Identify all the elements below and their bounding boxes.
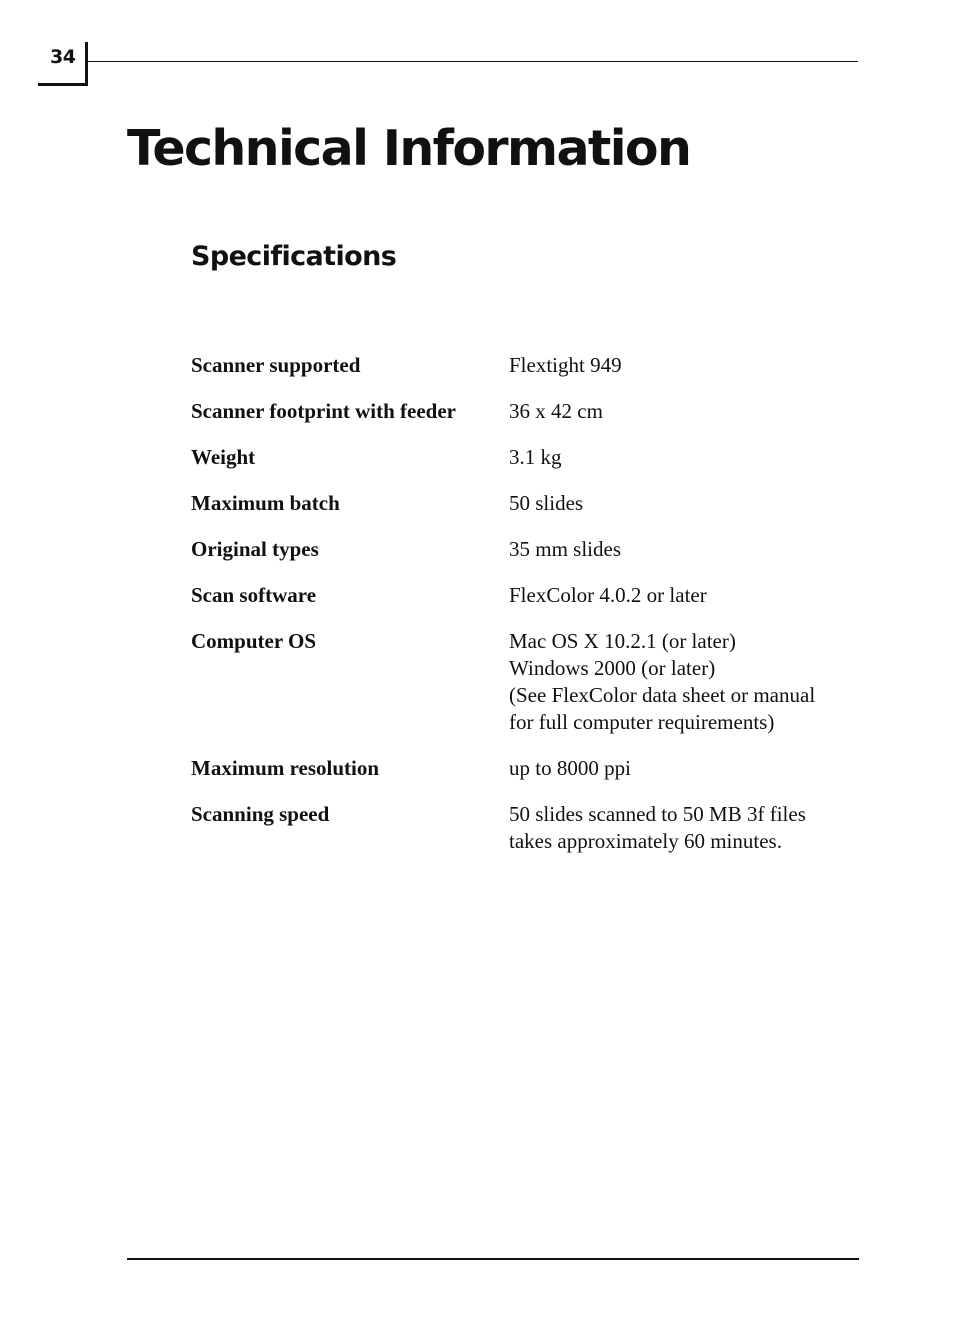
spec-row-scan-software: [191, 582, 851, 609]
spec-label: Maximum resolution: [191, 756, 380, 780]
spec-value-line: Mac OS X 10.2.1 (or later): [509, 629, 736, 653]
spec-value: [509, 628, 851, 736]
spec-label: Scanning speed: [191, 802, 330, 826]
spec-label: Scanner supported: [191, 353, 361, 377]
spec-value-line: 3.1 kg: [509, 445, 562, 469]
spec-row-scanning-speed: [191, 801, 851, 855]
spec-label: Weight: [191, 445, 256, 469]
spec-label: Scan software: [191, 583, 317, 607]
spec-value: [509, 801, 851, 855]
spec-value: [509, 398, 851, 425]
spec-value: [509, 490, 851, 517]
spec-value: [509, 536, 851, 563]
spec-row-weight: [191, 444, 851, 471]
spec-value-line: 35 mm slides: [509, 537, 622, 561]
spec-value: [509, 582, 851, 609]
spec-value-line: Windows 2000 (or later): [509, 656, 716, 680]
spec-value-line: takes approximately 60 minutes.: [509, 829, 782, 853]
spec-row-scanner-footprint: [191, 398, 851, 425]
spec-value-line: up to 8000 ppi: [509, 756, 631, 780]
page-title: Technical Information: [127, 120, 691, 177]
spec-label: Computer OS: [191, 629, 317, 653]
spec-value-line: 36 x 42 cm: [509, 399, 603, 423]
spec-row-computer-os: [191, 628, 851, 736]
spec-value: [509, 352, 851, 379]
spec-row-scanner-supported: [191, 352, 851, 379]
spec-label: Scanner footprint with feeder: [191, 399, 456, 423]
spec-row-maximum-batch: [191, 490, 851, 517]
spec-value-line: (See FlexColor data sheet or manual: [509, 683, 816, 707]
specifications-table: [191, 352, 851, 874]
spec-value-line: 50 slides scanned to 50 MB 3f files: [509, 802, 806, 826]
spec-value-line: for full computer requirements): [509, 710, 775, 734]
header-rule: [88, 61, 858, 62]
spec-label: Maximum batch: [191, 491, 340, 515]
spec-value-line: 50 slides: [509, 491, 584, 515]
page-number: 34: [50, 46, 76, 68]
spec-value-line: Flextight 949: [509, 353, 622, 377]
spec-value-line: FlexColor 4.0.2 or later: [509, 583, 707, 607]
spec-row-maximum-resolution: [191, 755, 851, 782]
section-title: Specifications: [191, 241, 397, 272]
spec-row-original-types: [191, 536, 851, 563]
spec-label: Original types: [191, 537, 319, 561]
spec-value: [509, 755, 851, 782]
footer-rule: [127, 1258, 859, 1260]
spec-value: [509, 444, 851, 471]
